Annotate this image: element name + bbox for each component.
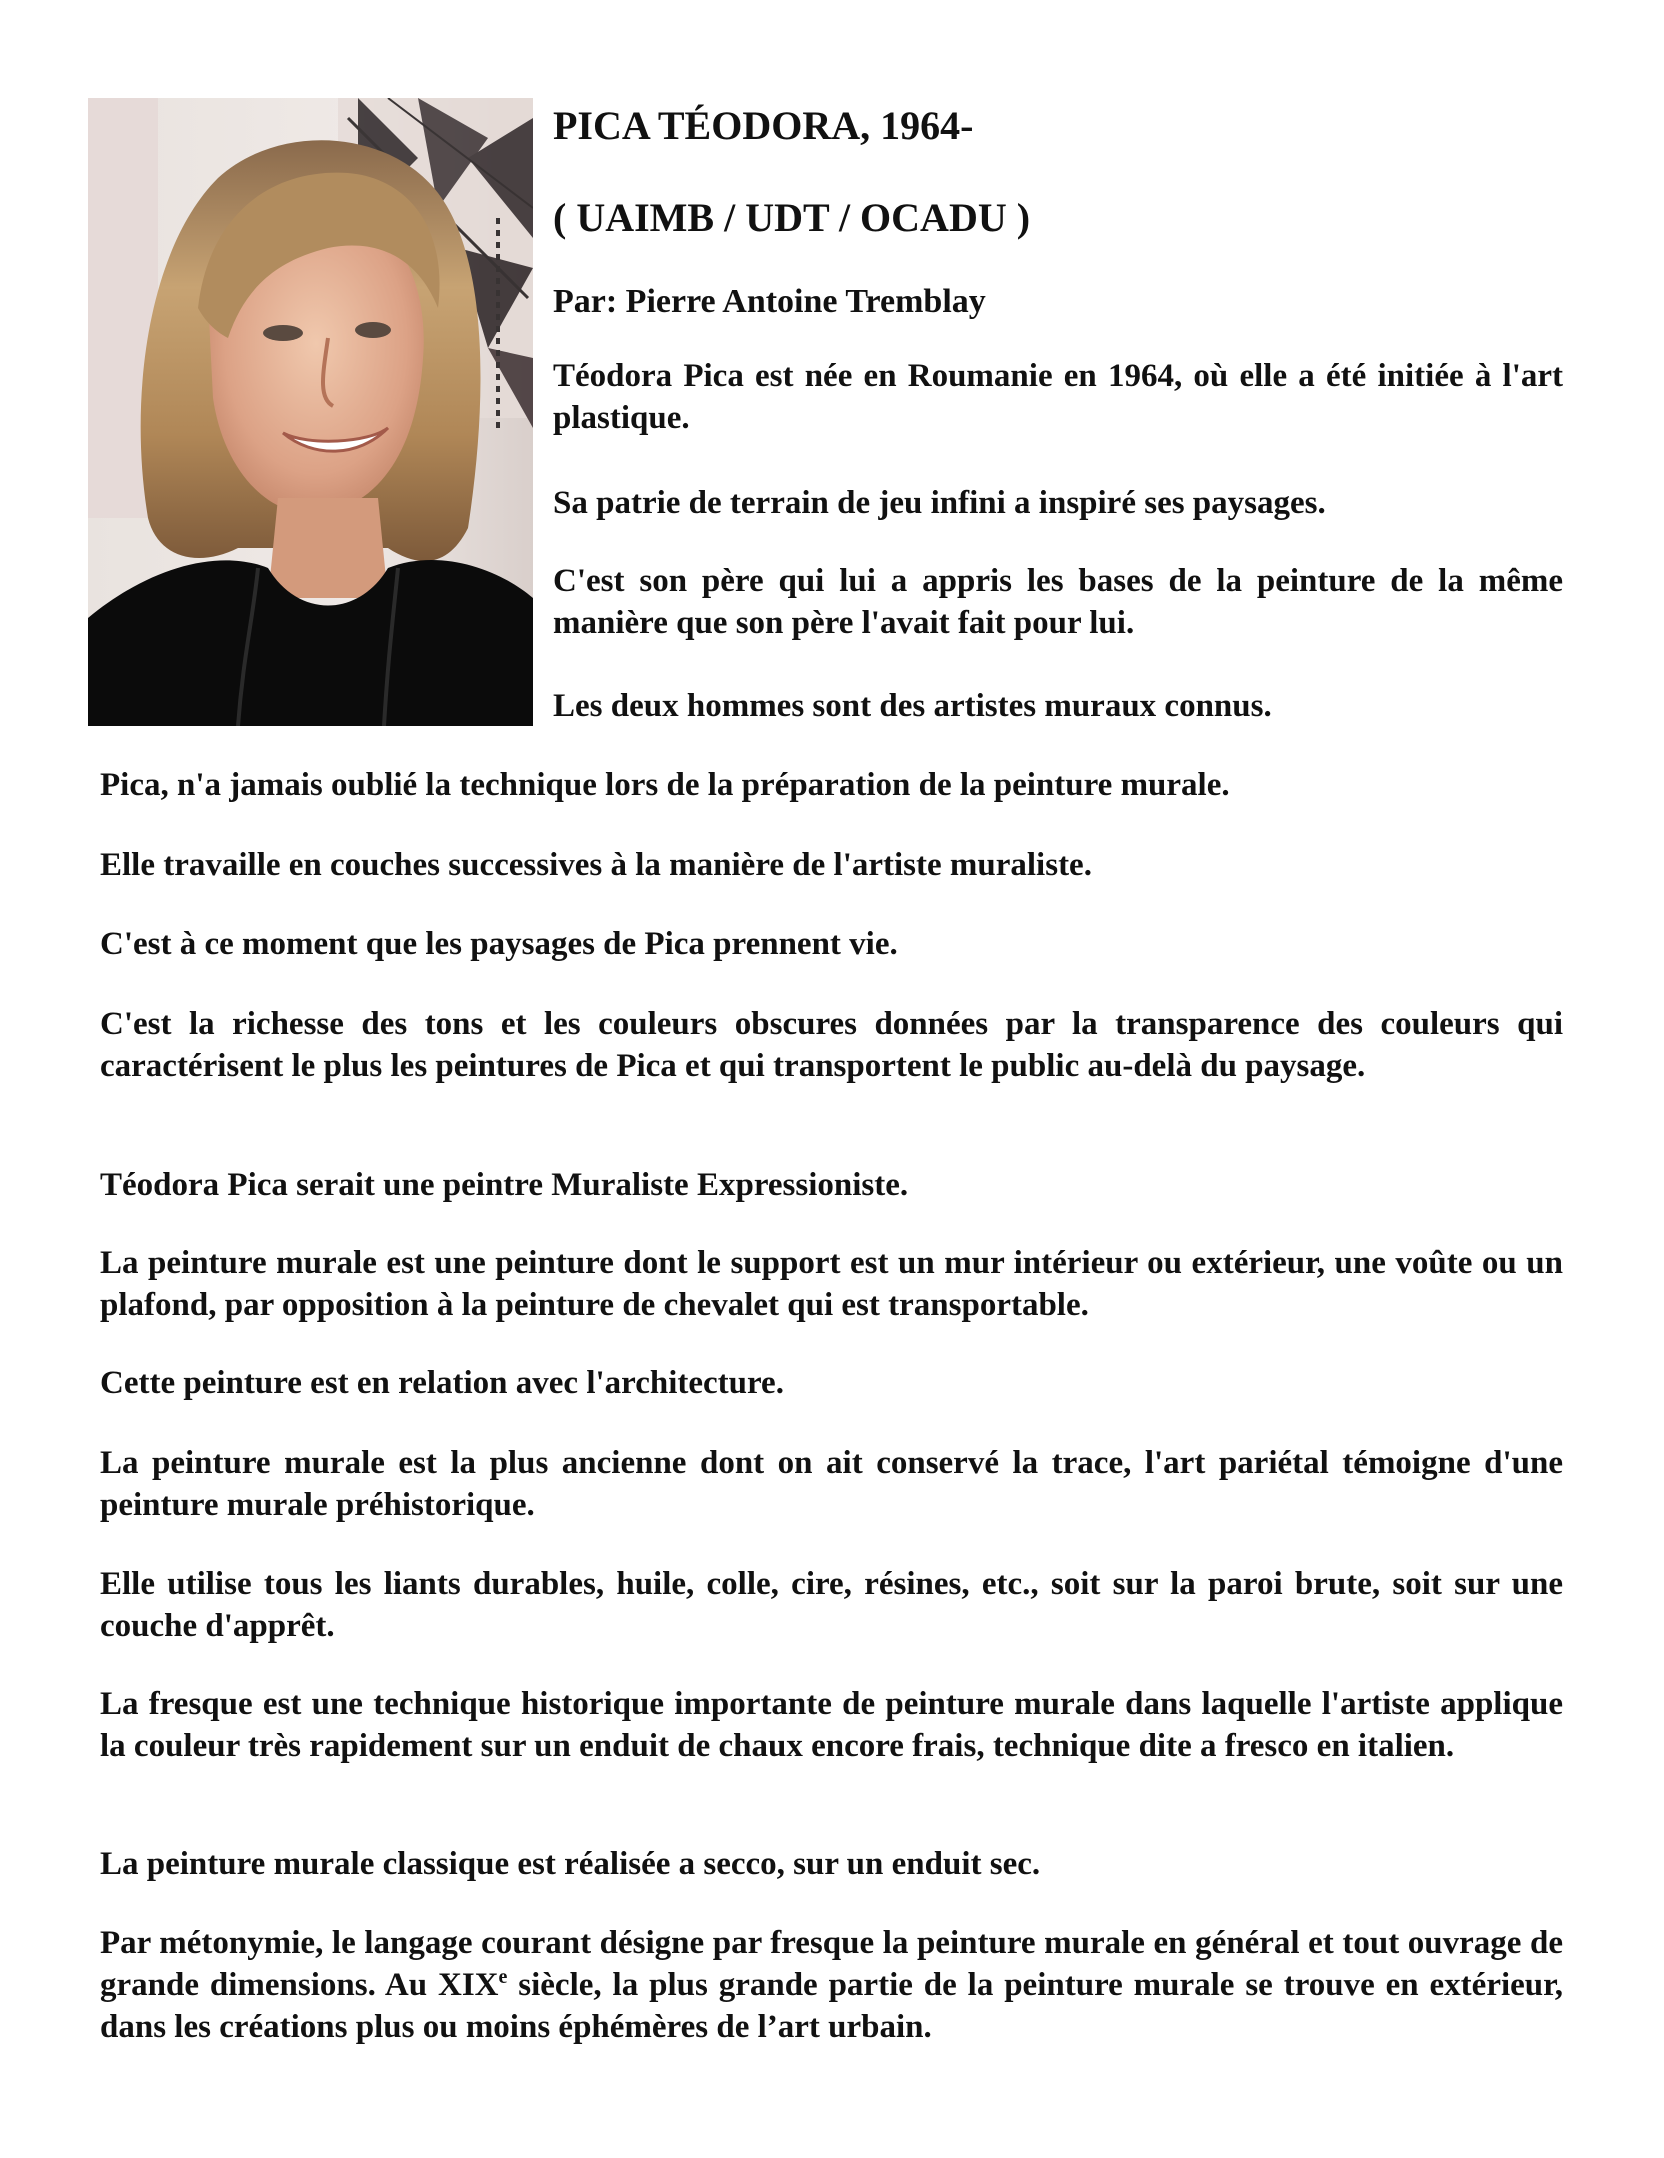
paragraph-1: Téodora Pica est née en Roumanie en 1964, où elle a été initiée à l'art plastique. xyxy=(553,358,1563,436)
paragraph-3: C'est son père qui lui a appris les bases de la peinture de la même manière que son père l'avait fait pour lui. xyxy=(553,563,1563,641)
paragraph-7: C'est à ce moment que les paysages de Pica prennent vie. xyxy=(100,926,898,962)
paragraph-15: La peinture murale classique est réalisée a secco, sur un enduit sec. xyxy=(100,1846,1041,1882)
author-byline: Par: Pierre Antoine Tremblay xyxy=(553,283,986,320)
paragraph-12: La peinture murale est la plus ancienne dont on ait conservé la trace, l'art pariétal témoigne d'une peinture murale préhistorique. xyxy=(100,1445,1563,1523)
paragraph-6: Elle travaille en couches successives à la manière de l'artiste muraliste. xyxy=(100,847,1092,883)
paragraph-9: Téodora Pica serait une peintre Muraliste Expressioniste. xyxy=(100,1167,909,1203)
paragraph-4: Les deux hommes sont des artistes muraux connus. xyxy=(553,688,1272,724)
organization-acronyms: ( UAIMB / UDT / OCADU ) xyxy=(553,195,1031,240)
article-header xyxy=(553,100,1563,320)
paragraph-2: Sa patrie de terrain de jeu infini a inspiré ses paysages. xyxy=(553,485,1326,521)
century-superscript: e xyxy=(498,1966,508,1988)
author-portrait-photo xyxy=(88,98,533,726)
paragraph-16 xyxy=(100,1922,1563,2048)
paragraph-14: La fresque est une technique historique importante de peinture murale dans laquelle l'artiste applique la couleur très rapidement sur un enduit de chaux encore frais, technique dite a fresco en italien. xyxy=(100,1686,1563,1764)
paragraph-11: Cette peinture est en relation avec l'architecture. xyxy=(100,1365,784,1401)
paragraph-5: Pica, n'a jamais oublié la technique lors de la préparation de la peinture murale. xyxy=(100,767,1230,803)
article-title: PICA TÉODORA, 1964- xyxy=(553,103,974,148)
paragraph-16-text-start: Par métonymie, le langage courant désigne par fresque la peinture murale en général et tout ouvrage de grande dimensions. Au XIX xyxy=(100,1925,1563,2003)
paragraph-16-text-end: siècle, la plus grande partie de la peinture murale se trouve en extérieur, dans les créations plus ou moins éphémères de l’art urbain. xyxy=(100,1967,1563,2045)
paragraph-8: C'est la richesse des tons et les couleurs obscures données par la transparence des couleurs qui caractérisent le plus les peintures de Pica et qui transportent le public au-delà du paysage. xyxy=(100,1006,1563,1084)
paragraph-10: La peinture murale est une peinture dont le support est un mur intérieur ou extérieur, une voûte ou un plafond, par opposition à la peinture de chevalet qui est transportable. xyxy=(100,1245,1563,1323)
paragraph-13: Elle utilise tous les liants durables, huile, colle, cire, résines, etc., soit sur la paroi brute, soit sur une couche d'apprêt. xyxy=(100,1566,1563,1644)
